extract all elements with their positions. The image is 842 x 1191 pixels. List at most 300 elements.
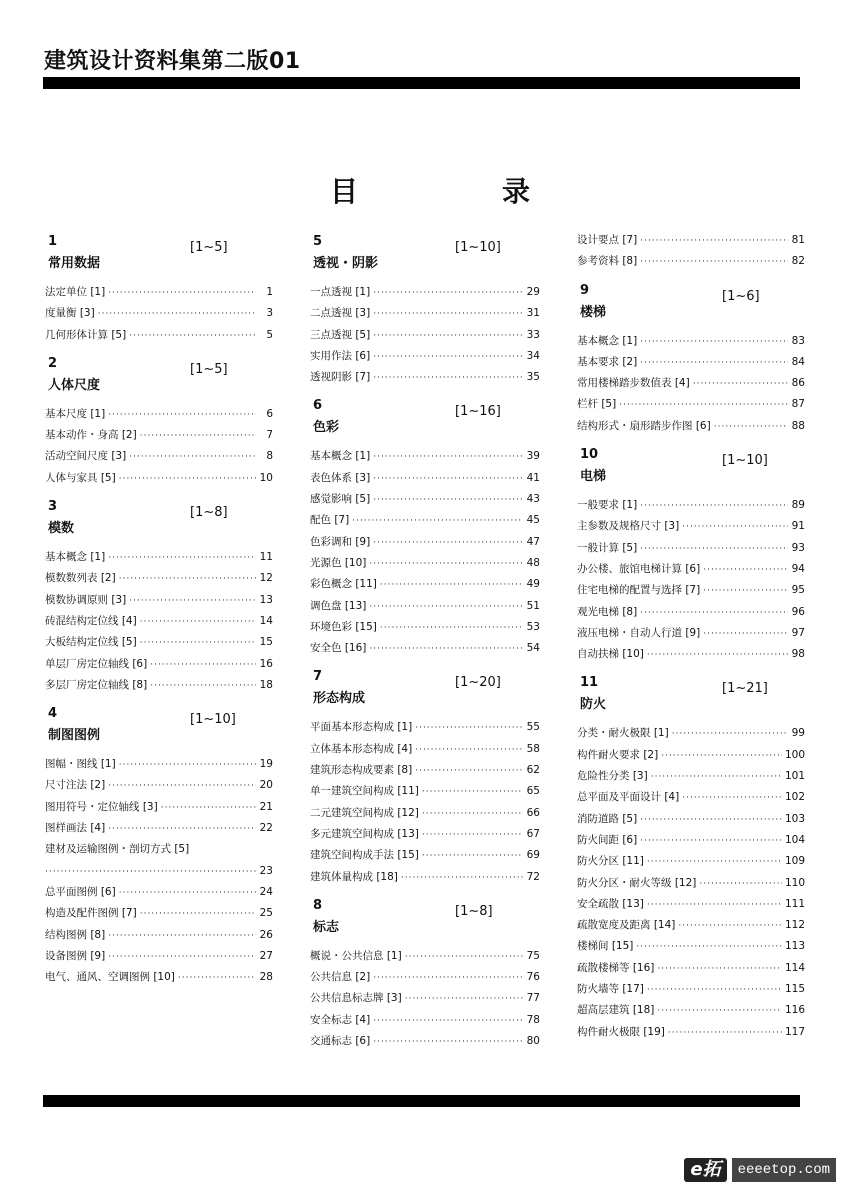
document-title: 建筑设计资料集第二版01 <box>44 49 301 74</box>
toc-column-1 <box>45 230 273 988</box>
toc-leader-dots <box>352 511 523 532</box>
toc-entry-title: 配色 [7] <box>310 514 350 527</box>
toc-entry-title: 参考资料 [8] <box>577 255 638 268</box>
section-number: 5 <box>313 234 323 249</box>
toc-entry-page: 55 <box>526 721 540 734</box>
toc-entry-page: 81 <box>791 234 805 246</box>
toc-leader-dots <box>129 326 256 347</box>
toc-entry[interactable] <box>310 739 540 760</box>
toc-entry-title: 总平面图例 [6] <box>45 885 116 898</box>
toc-entry[interactable] <box>577 623 805 644</box>
section-number: 1 <box>48 234 58 249</box>
toc-leader-dots <box>119 883 256 904</box>
toc-entry[interactable] <box>577 644 805 665</box>
section-number: 9 <box>580 282 590 298</box>
toc-entry-page: 7 <box>266 429 273 442</box>
section-number: 3 <box>48 499 58 515</box>
toc-leader-dots <box>640 603 788 624</box>
toc-entry-title: 公共信息标志牌 [3] <box>310 992 402 1005</box>
toc-entry[interactable] <box>45 547 273 568</box>
toc-entry-title: 尺寸注法 [2] <box>45 779 106 792</box>
toc-entry-title: 超高层建筑 [18] <box>577 1004 655 1017</box>
toc-entry-page: 8 <box>266 450 273 463</box>
toc-entry-page: 109 <box>784 855 805 868</box>
toc-entry-page: 69 <box>526 849 540 862</box>
toc-entry-page: 31 <box>526 307 540 320</box>
toc-entry-page: 67 <box>526 827 540 840</box>
toc-leader-dots <box>672 724 788 745</box>
toc-entry-title: 感觉影响 [5] <box>310 493 371 506</box>
toc-entry-page: 78 <box>526 1013 540 1026</box>
toc-leader-dots <box>640 231 788 252</box>
toc-leader-dots <box>640 831 782 852</box>
section-title: 防火 <box>580 697 607 713</box>
toc-entry-title: 公共信息 [2] <box>310 971 371 984</box>
toc-entry-title: 危险性分类 [3] <box>577 770 648 783</box>
toc-entry[interactable] <box>577 915 805 936</box>
toc-entry[interactable] <box>45 632 273 653</box>
toc-entry-page: 80 <box>526 1035 540 1048</box>
toc-entry-page: 91 <box>791 520 805 533</box>
toc-leader-dots <box>422 825 523 846</box>
toc-entry-title: 楼梯间 [15] <box>577 940 634 953</box>
toc-leader-dots <box>640 496 788 517</box>
toc-leader-dots <box>140 904 256 925</box>
toc-leader-dots <box>678 916 782 937</box>
toc-entry[interactable] <box>577 373 805 394</box>
toc-entry-title: 单一建筑空间构成 [11] <box>310 785 419 798</box>
toc-entry[interactable] <box>310 1010 540 1031</box>
toc-entry-continuation[interactable] <box>45 861 273 882</box>
section-title: 透视・阴影 <box>313 256 379 271</box>
toc-entry-page: 77 <box>526 992 540 1005</box>
toc-entry-title: 建筑空间构成手法 [15] <box>310 849 419 862</box>
toc-leader-dots <box>714 417 788 438</box>
toc-entry[interactable] <box>45 325 273 346</box>
toc-entry[interactable] <box>45 282 273 303</box>
section-page-range: [1~6] <box>722 288 760 304</box>
toc-leader-dots <box>415 740 523 761</box>
toc-entry[interactable] <box>310 596 540 617</box>
toc-entry[interactable] <box>577 331 805 352</box>
section-title: 色彩 <box>313 420 340 436</box>
footer-rule <box>43 1095 800 1107</box>
toc-entry-title: 彩色概念 [11] <box>310 578 377 591</box>
toc-entry-page: 12 <box>259 572 273 585</box>
toc-entry[interactable] <box>45 754 273 775</box>
toc-entry-title: 设备图例 [9] <box>45 949 106 962</box>
toc-entry-page: 110 <box>784 876 805 889</box>
toc-entry-title: 分类・耐火极限 [1] <box>577 727 669 740</box>
toc-entry[interactable] <box>45 425 273 446</box>
toc-entry-page: 82 <box>791 255 805 268</box>
toc-entry-page: 102 <box>784 791 805 804</box>
toc-entry-page: 47 <box>526 535 540 548</box>
toc-entry-title: 观光电梯 [8] <box>577 605 638 618</box>
toc-entry-title: 三点透视 [5] <box>310 328 371 341</box>
toc-entry-title: 结构形式・扇形踏步作图 [6] <box>577 419 711 432</box>
toc-entry[interactable] <box>577 979 805 1000</box>
section-title: 楼梯 <box>580 304 607 320</box>
toc-entry-page: 1 <box>266 286 273 298</box>
toc-entry-title: 防火分区 [11] <box>577 855 644 868</box>
toc-entry[interactable] <box>577 809 805 830</box>
toc-entry[interactable] <box>577 495 805 516</box>
toc-entry-title: 光源色 [10] <box>310 556 367 569</box>
section-title: 形态构成 <box>313 691 366 707</box>
toc-leader-dots <box>647 980 782 1001</box>
toc-entry[interactable] <box>310 489 540 510</box>
toc-leader-dots <box>129 591 256 612</box>
toc-entry-page: 51 <box>526 599 540 612</box>
toc-entry[interactable] <box>577 766 805 787</box>
toc-entry[interactable] <box>45 404 273 425</box>
toc-entry-title: 栏杆 [5] <box>577 398 617 411</box>
toc-leader-dots <box>647 895 782 916</box>
toc-entry-page: 18 <box>259 678 273 691</box>
section-page-range: [1~5] <box>190 240 228 255</box>
toc-entry[interactable] <box>577 936 805 957</box>
toc-entry[interactable] <box>45 303 273 324</box>
toc-entry[interactable] <box>310 845 540 866</box>
toc-leader-dots <box>119 755 256 776</box>
toc-entry-title: 基本概念 [1] <box>577 334 638 347</box>
toc-entry-page: 53 <box>526 620 540 633</box>
toc-heading-char-1: 目 <box>330 175 359 208</box>
toc-entry-page: 34 <box>526 349 540 362</box>
toc-leader-dots <box>415 718 523 739</box>
toc-entry-page: 14 <box>259 614 273 627</box>
toc-entry-page: 83 <box>791 334 805 347</box>
toc-entry-page: 20 <box>259 779 273 792</box>
toc-leader-dots <box>108 405 256 426</box>
toc-entry[interactable] <box>577 230 805 251</box>
toc-entry-title: 设计要点 [7] <box>577 234 638 246</box>
toc-entry-page: 29 <box>526 286 540 298</box>
toc-entry-title: 二元建筑空间构成 [12] <box>310 806 419 819</box>
toc-leader-dots <box>161 798 256 819</box>
toc-entry[interactable] <box>45 675 273 696</box>
section-page-range: [1~20] <box>455 675 501 691</box>
toc-entry[interactable] <box>577 580 805 601</box>
toc-leader-dots <box>703 560 788 581</box>
toc-leader-dots <box>640 252 788 273</box>
toc-entry-title: 常用楼梯踏步数值表 [4] <box>577 377 690 390</box>
toc-leader-dots <box>373 283 523 304</box>
toc-entry[interactable] <box>310 1031 540 1052</box>
toc-entry[interactable] <box>310 446 540 467</box>
toc-entry[interactable] <box>577 352 805 373</box>
section-title: 模数 <box>48 521 75 537</box>
toc-leader-dots <box>422 782 523 803</box>
toc-leader-dots <box>668 1023 782 1044</box>
toc-entry-title: 构件耐火要求 [2] <box>577 748 659 761</box>
toc-entry-page: 97 <box>791 626 805 639</box>
toc-entry-page: 65 <box>526 785 540 798</box>
toc-entry-page: 13 <box>259 593 273 606</box>
toc-entry-page: 113 <box>784 940 805 953</box>
toc-entry-page: 66 <box>526 806 540 819</box>
toc-entry[interactable] <box>577 745 805 766</box>
toc-leader-dots <box>129 447 256 468</box>
toc-entry[interactable] <box>310 946 540 967</box>
toc-heading <box>330 170 530 210</box>
toc-entry-title: 建筑形态构成要素 [8] <box>310 764 413 777</box>
toc-entry-page: 86 <box>791 377 805 390</box>
toc-entry[interactable] <box>577 538 805 559</box>
toc-entry[interactable] <box>310 760 540 781</box>
toc-leader-dots <box>373 347 523 368</box>
toc-entry-page: 10 <box>259 471 273 484</box>
toc-entry-title: 概说・公共信息 [1] <box>310 949 402 962</box>
toc-entry[interactable] <box>310 781 540 802</box>
toc-leader-dots <box>98 304 256 325</box>
toc-leader-dots <box>108 776 256 797</box>
toc-leader-dots <box>405 989 523 1010</box>
section-title: 常用数据 <box>48 256 101 271</box>
toc-entry-page: 23 <box>259 864 273 877</box>
toc-entry-page: 101 <box>784 770 805 783</box>
toc-entry-title: 环境色彩 [15] <box>310 620 377 633</box>
toc-leader-dots <box>369 554 523 575</box>
toc-entry-title: 色彩调和 [9] <box>310 535 371 548</box>
toc-entry-title: 活动空间尺度 [3] <box>45 450 127 463</box>
toc-entry-page: 22 <box>259 822 273 835</box>
section-number: 2 <box>48 355 58 371</box>
toc-entry-title: 交通标志 [6] <box>310 1035 371 1048</box>
section-page-range: [1~10] <box>190 712 236 728</box>
toc-entry-title: 实用作法 [6] <box>310 349 371 362</box>
toc-entry-page: 89 <box>791 499 805 512</box>
toc-entry-title: 图幅・图线 [1] <box>45 758 116 771</box>
toc-entry[interactable] <box>577 516 805 537</box>
toc-leader-dots <box>703 581 788 602</box>
toc-entry-page: 6 <box>266 407 273 420</box>
toc-entry[interactable] <box>310 803 540 824</box>
toc-entry[interactable] <box>45 568 273 589</box>
toc-entry-page: 103 <box>784 812 805 825</box>
toc-leader-dots <box>619 395 788 416</box>
toc-entry[interactable] <box>310 553 540 574</box>
watermark-logo-icon: e拓 <box>684 1158 726 1182</box>
toc-entry[interactable] <box>310 468 540 489</box>
toc-entry-title: 液压电梯・自动人行道 [9] <box>577 626 701 639</box>
toc-entry-title: 安全标志 [4] <box>310 1013 371 1026</box>
toc-entry[interactable] <box>45 925 273 946</box>
toc-entry[interactable] <box>577 394 805 415</box>
toc-entry[interactable] <box>45 903 273 924</box>
toc-leader-dots <box>108 548 256 569</box>
section-page-range: [1~10] <box>455 240 501 255</box>
toc-entry-title: 建材及运输图例・剖切方式 [5] <box>45 843 190 856</box>
toc-entry-page: 111 <box>784 897 805 910</box>
toc-leader-dots <box>380 575 523 596</box>
section-header <box>577 443 805 495</box>
toc-leader-dots <box>703 624 788 645</box>
toc-entry[interactable] <box>577 602 805 623</box>
toc-entry-title: 多层厂房定位轴线 [8] <box>45 678 148 691</box>
section-title: 制图图例 <box>48 728 101 744</box>
toc-entry[interactable] <box>45 775 273 796</box>
toc-entry-title: 防火墙等 [17] <box>577 983 644 996</box>
toc-entry-title: 平面基本形态构成 [1] <box>310 721 413 734</box>
toc-leader-dots <box>150 655 256 676</box>
section-header <box>45 352 273 404</box>
toc-entry[interactable] <box>577 559 805 580</box>
toc-entry-page: 43 <box>526 493 540 506</box>
toc-entry[interactable] <box>577 416 805 437</box>
toc-entry[interactable] <box>577 894 805 915</box>
toc-leader-dots <box>661 746 782 767</box>
section-page-range: [1~16] <box>455 404 501 420</box>
toc-leader-dots <box>108 283 256 304</box>
section-header <box>310 894 540 946</box>
toc-leader-dots <box>119 469 256 490</box>
watermark <box>684 1157 836 1183</box>
toc-entry-title: 基本动作・身高 [2] <box>45 429 137 442</box>
section-title: 人体尺度 <box>48 377 101 393</box>
section-page-range: [1~8] <box>455 903 493 919</box>
toc-entry-page: 75 <box>526 949 540 962</box>
toc-entry[interactable] <box>577 958 805 979</box>
toc-entry-title: 度量衡 [3] <box>45 307 95 320</box>
toc-entry[interactable] <box>45 818 273 839</box>
toc-entry[interactable] <box>577 787 805 808</box>
toc-leader-dots <box>108 819 256 840</box>
toc-entry-page: 54 <box>526 642 540 655</box>
toc-leader-dots <box>373 304 523 325</box>
toc-entry[interactable] <box>310 967 540 988</box>
section-header <box>45 495 273 547</box>
toc-entry-page: 93 <box>791 541 805 554</box>
toc-entry-page: 94 <box>791 562 805 575</box>
section-number: 4 <box>48 706 58 722</box>
toc-entry-page: 104 <box>784 833 805 846</box>
toc-entry-page: 95 <box>791 584 805 597</box>
toc-entry-page: 99 <box>791 727 805 740</box>
toc-entry-title: 主参数及规格尺寸 [3] <box>577 520 680 533</box>
toc-entry[interactable] <box>577 1022 805 1043</box>
toc-entry-title: 模数协调原则 [3] <box>45 593 127 606</box>
toc-entry[interactable] <box>310 638 540 659</box>
toc-leader-dots <box>373 469 523 490</box>
toc-entry-title: 基本概念 [1] <box>310 450 371 463</box>
toc-entry[interactable] <box>310 532 540 553</box>
toc-leader-dots <box>682 788 782 809</box>
toc-leader-dots <box>373 1011 523 1032</box>
toc-entry[interactable] <box>45 468 273 489</box>
toc-leader-dots <box>640 539 788 560</box>
toc-entry-page: 27 <box>259 949 273 962</box>
toc-entry-page: 112 <box>784 919 805 932</box>
section-page-range: [1~5] <box>190 361 228 377</box>
toc-entry[interactable] <box>45 611 273 632</box>
toc-entry[interactable] <box>310 325 540 346</box>
toc-column-2 <box>310 230 540 1052</box>
toc-entry[interactable] <box>310 617 540 638</box>
toc-leader-dots <box>108 926 256 947</box>
toc-entry[interactable] <box>45 967 273 988</box>
toc-entry-title: 砖混结构定位线 [4] <box>45 614 137 627</box>
toc-entry-page: 33 <box>526 328 540 341</box>
toc-entry-page: 72 <box>526 870 540 883</box>
toc-entry[interactable] <box>577 251 805 272</box>
toc-entry[interactable] <box>45 839 273 860</box>
toc-entry[interactable] <box>310 303 540 324</box>
toc-entry-title: 防火间距 [6] <box>577 833 638 846</box>
section-header <box>45 702 273 754</box>
section-number: 6 <box>313 398 323 414</box>
section-page-range: [1~8] <box>190 505 228 521</box>
toc-leader-dots <box>369 639 523 660</box>
toc-leader-dots <box>373 1032 523 1053</box>
toc-entry[interactable] <box>45 590 273 611</box>
toc-leader-dots <box>45 862 257 883</box>
toc-leader-dots <box>422 846 523 867</box>
toc-entry-title: 基本尺度 [1] <box>45 407 106 420</box>
toc-entry[interactable] <box>45 946 273 967</box>
toc-entry-title: 一般计算 [5] <box>577 541 638 554</box>
toc-leader-dots <box>140 426 256 447</box>
toc-entry[interactable] <box>310 282 540 303</box>
toc-leader-dots <box>119 569 256 590</box>
toc-entry-title: 一般要求 [1] <box>577 499 638 512</box>
section-page-range: [1~21] <box>722 681 768 697</box>
toc-entry[interactable] <box>310 367 540 388</box>
toc-entry-title: 自动扶梯 [10] <box>577 648 644 661</box>
toc-entry-title: 消防道路 [5] <box>577 812 638 825</box>
section-header <box>577 279 805 331</box>
toc-leader-dots <box>657 959 782 980</box>
toc-entry[interactable] <box>577 873 805 894</box>
toc-entry[interactable] <box>577 1000 805 1021</box>
toc-entry[interactable] <box>577 830 805 851</box>
toc-entry-title: 大板结构定位线 [5] <box>45 636 137 649</box>
toc-entry[interactable] <box>45 654 273 675</box>
toc-entry[interactable] <box>45 797 273 818</box>
toc-entry[interactable] <box>577 851 805 872</box>
toc-entry-page: 87 <box>791 398 805 411</box>
section-header <box>577 671 805 723</box>
toc-entry[interactable] <box>310 988 540 1009</box>
toc-leader-dots <box>373 368 523 389</box>
toc-entry-title: 基本要求 [2] <box>577 355 638 368</box>
watermark-site-text: eeeetop.com <box>732 1158 836 1182</box>
toc-entry-page: 115 <box>784 983 805 996</box>
toc-entry[interactable] <box>45 446 273 467</box>
toc-entry-page: 35 <box>526 371 540 384</box>
toc-leader-dots <box>140 633 256 654</box>
toc-entry[interactable] <box>310 510 540 531</box>
toc-entry[interactable] <box>310 867 540 888</box>
section-number: 11 <box>580 675 599 691</box>
toc-entry[interactable] <box>310 574 540 595</box>
toc-entry-page: 114 <box>784 961 805 974</box>
toc-entry-title: 疏散宽度及距离 [14] <box>577 919 676 932</box>
toc-entry-page: 24 <box>259 885 273 898</box>
toc-entry[interactable] <box>310 717 540 738</box>
toc-entry[interactable] <box>45 882 273 903</box>
toc-entry-page: 3 <box>266 307 273 320</box>
toc-entry-title: 调色盘 [13] <box>310 599 367 612</box>
toc-entry[interactable] <box>310 824 540 845</box>
toc-leader-dots <box>373 447 523 468</box>
toc-entry[interactable] <box>310 346 540 367</box>
toc-entry-title: 人体与家具 [5] <box>45 471 116 484</box>
toc-entry-title: 二点透视 [3] <box>310 307 371 320</box>
toc-entry-page: 76 <box>526 971 540 984</box>
toc-entry[interactable] <box>577 723 805 744</box>
